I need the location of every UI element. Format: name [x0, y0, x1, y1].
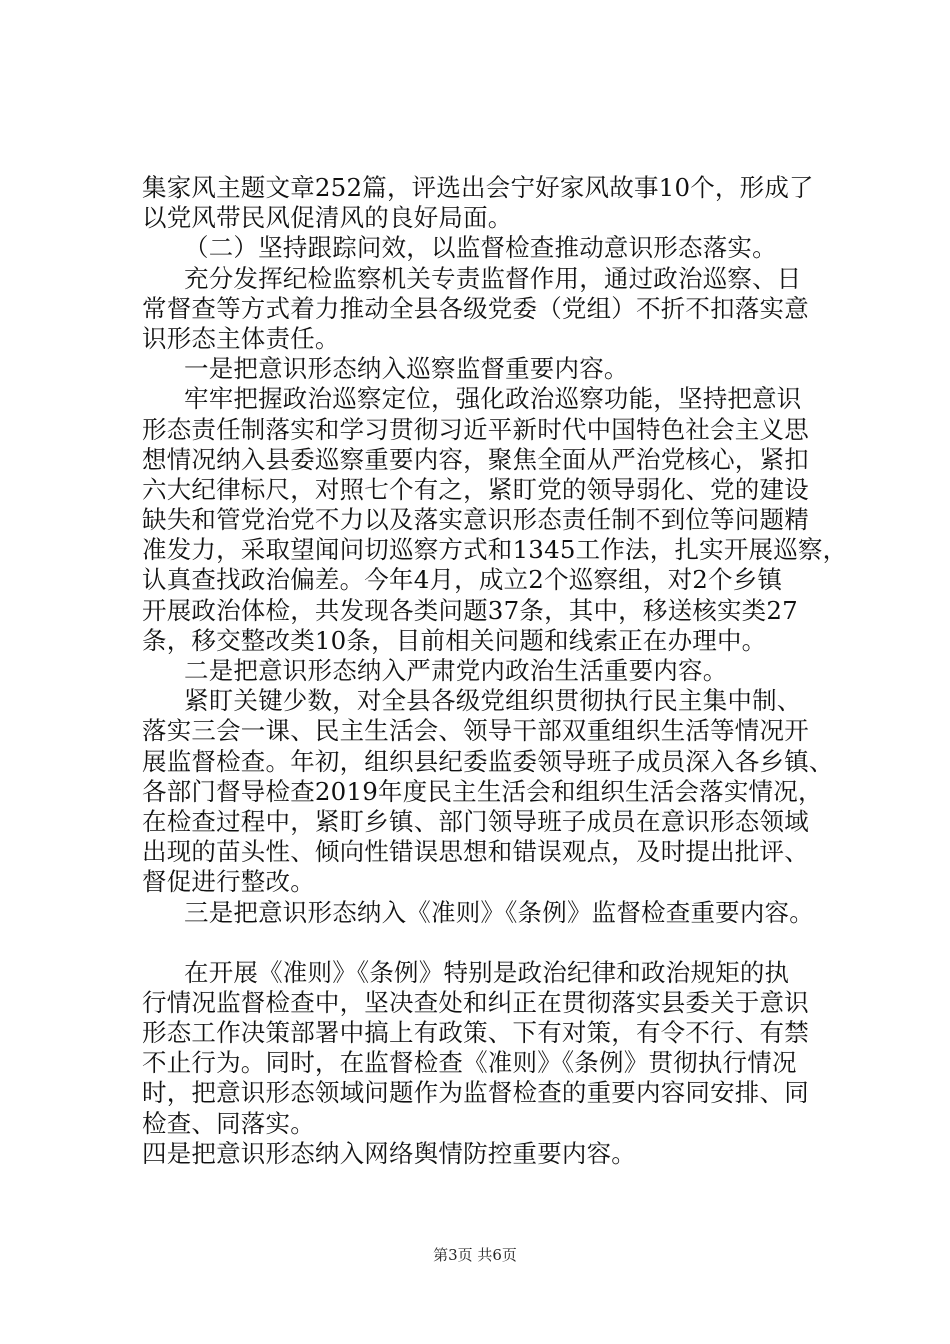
page-number: 第3页 共6页 — [433, 1246, 517, 1264]
document-body — [142, 173, 848, 1199]
blank-line — [142, 928, 842, 958]
text-line: 想情况纳入县委巡察重要内容，聚焦全面从严治党核心，紧扣 — [142, 444, 809, 474]
text-line: 督促进行整改。 — [142, 867, 315, 897]
text-line: 出现的苗头性、倾向性错误思想和错误观点，及时提出批评、 — [142, 837, 809, 867]
text-line: 展监督检查。年初，组织县纪委监委领导班子成员深入各乡镇、 — [142, 746, 834, 776]
text-line: 以党风带民风促清风的良好局面。 — [142, 203, 513, 233]
subsection-heading: 一是把意识形态纳入巡察监督重要内容。 — [184, 354, 629, 384]
text-line: 开展政治体检，共发现各类问题37条，其中，移送核实类27 — [142, 595, 798, 625]
text-line: 紧盯关键少数，对全县各级党组织贯彻执行民主集中制、 — [184, 686, 802, 716]
subsection-heading: 三是把意识形态纳入《准则》《条例》监督检查重要内容。 — [184, 897, 814, 927]
text-line: 时，把意识形态领域问题作为监督检查的重要内容同安排、同 — [142, 1078, 809, 1108]
text-line: 行情况监督检查中，坚决查处和纠正在贯彻落实县委关于意识 — [142, 987, 809, 1017]
text-line: 充分发挥纪检监察机关专责监督作用，通过政治巡察、日 — [184, 263, 802, 293]
text-line: 在开展《准则》《条例》特别是政治纪律和政治规矩的执 — [184, 957, 790, 987]
subsection-heading: 二是把意识形态纳入严肃党内政治生活重要内容。 — [184, 656, 728, 685]
text-line: 准发力，采取望闻问切巡察方式和1345工作法，扎实开展巡察， — [142, 535, 848, 565]
text-line: 各部门督导检查2019年度民主生活会和组织生活会落实情况， — [142, 776, 823, 806]
text-line: 缺失和管党治党不力以及落实意识形态责任制不到位等问题精 — [142, 505, 809, 535]
text-line: 条，移交整改类10条，目前相关问题和线索正在办理中。 — [142, 625, 767, 655]
text-line: 检查、同落实。 — [142, 1108, 315, 1138]
text-line: 四是把意识形态纳入网络舆情防控重要内容。 — [142, 1138, 636, 1168]
text-line: 牢牢把握政治巡察定位，强化政治巡察功能，坚持把意识 — [184, 384, 802, 414]
text-line: 常督查等方式着力推动全县各级党委（党组）不折不扣落实意 — [142, 293, 809, 323]
text-line: 落实三会一课、民主生活会、领导干部双重组织生活等情况开 — [142, 716, 809, 746]
text-line: 形态工作决策部署中搞上有政策、下有对策，有令不行、有禁 — [142, 1018, 809, 1048]
text-line: 认真查找政治偏差。今年4月，成立2个巡察组，对2个乡镇 — [142, 565, 783, 595]
text-line: 六大纪律标尺，对照七个有之，紧盯党的领导弱化、党的建设 — [142, 474, 809, 504]
text-line: 不止行为。同时，在监督检查《准则》《条例》贯彻执行情况 — [142, 1048, 797, 1078]
text-line: 形态责任制落实和学习贯彻习近平新时代中国特色社会主义思 — [142, 414, 809, 444]
text-line: 识形态主体责任。 — [142, 323, 340, 353]
text-line: 集家风主题文章252篇，评选出会宁好家风故事10个，形成了 — [142, 173, 814, 202]
section-heading: （二）坚持跟踪问效，以监督检查推动意识形态落实。 — [184, 233, 777, 263]
text-line: 在检查过程中，紧盯乡镇、部门领导班子成员在意识形态领域 — [142, 806, 809, 836]
subsection-heading — [142, 1169, 842, 1199]
